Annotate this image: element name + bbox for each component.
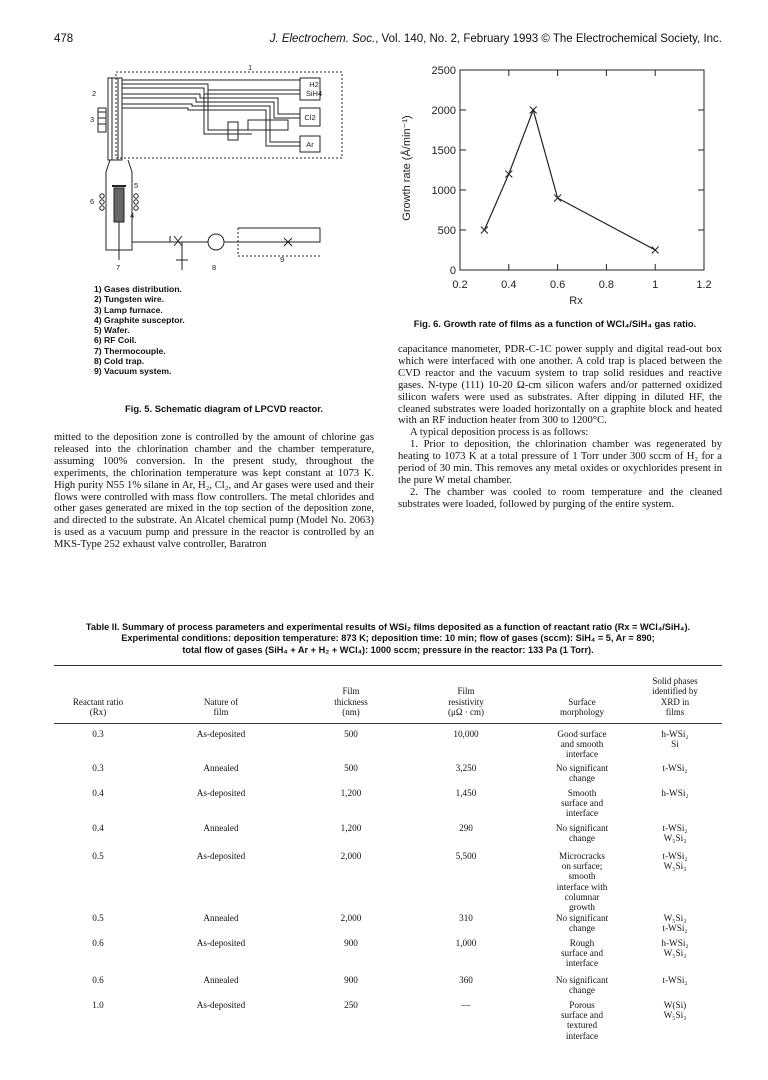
table-cell: No significant change xyxy=(555,975,609,996)
column-header: Reactant ratio (Rx) xyxy=(72,696,124,717)
gas-label-ar: Ar xyxy=(306,140,314,149)
table-cell: Porous surface and textured interface xyxy=(560,1000,604,1041)
callout-3: 3 xyxy=(90,115,95,124)
table-cell: 1,450 xyxy=(455,788,477,798)
graphite-susceptor xyxy=(114,188,124,222)
data-point xyxy=(505,171,512,178)
table-cell: 1,200 xyxy=(340,823,362,833)
x-tick-label: 0.8 xyxy=(598,279,615,291)
column-header: Nature of film xyxy=(203,696,239,717)
paragraph: A typical deposition process is as follows: xyxy=(410,427,589,439)
table-cell: 0.5 xyxy=(92,851,104,861)
table-cell: 10,000 xyxy=(453,729,479,739)
table-cell: 900 xyxy=(344,938,358,948)
gas-label-h2: H2 xyxy=(309,80,319,89)
x-tick-label: 1.2 xyxy=(696,279,712,291)
table-cell: 5,500 xyxy=(455,851,477,861)
table-cell: 900 xyxy=(344,975,358,985)
table-cell: Microcracks on surface; smooth interface with columnar growth xyxy=(556,851,608,913)
callout-4: 4 xyxy=(130,211,135,220)
table-cell: t-WSi₂ xyxy=(662,975,688,985)
table-caption-line: Experimental conditions: deposition temperature: 873 K; deposition time: 10 min; flow of gases (sccm): SiH₄ = 5, Ar = 890; xyxy=(121,633,655,644)
callout-1: 1 xyxy=(248,63,253,72)
growth-rate-series-line xyxy=(484,110,655,250)
table-cell: 1,000 xyxy=(455,938,477,948)
table-header-rule xyxy=(54,723,722,724)
table-cell: Rough surface and interface xyxy=(560,938,604,969)
callout-9: 9 xyxy=(280,255,285,264)
callout-7: 7 xyxy=(116,263,121,272)
table-cell: No significant change xyxy=(555,913,609,934)
x-tick-label: 0.4 xyxy=(501,279,517,291)
table-top-rule xyxy=(54,665,722,666)
cold-trap xyxy=(208,234,224,250)
table-cell: No significant change xyxy=(555,763,609,784)
callout-2: 2 xyxy=(92,89,97,98)
table-cell: 0.6 xyxy=(92,975,104,985)
table-cell: 1.0 xyxy=(92,1000,104,1010)
lpcvd-schematic xyxy=(88,60,358,278)
table-cell: Annealed xyxy=(203,975,239,985)
table-cell: 0.5 xyxy=(92,913,104,923)
callout-6: 6 xyxy=(90,197,95,206)
y-tick-label: 2000 xyxy=(431,105,456,117)
column-header: Surface morphology xyxy=(560,696,604,717)
paragraph: 2. The chamber was cooled to room temperature and the cleaned substrates were loaded, followed by purging of the entire system. xyxy=(398,486,722,510)
table-caption-line: Table II. Summary of process parameters and experimental results of WSi₂ films deposited as a function of reactant ratio (Rx = WCl₄/SiH₄). xyxy=(85,622,691,632)
fig6-caption: Fig. 6. Growth rate of films as a function of WCl₄/SiH₄ gas ratio. xyxy=(413,318,697,329)
table-cell: t-WSi₂ xyxy=(662,763,688,773)
table-cell: 250 xyxy=(344,1000,358,1010)
citation-text: , Vol. 140, No. 2, February 1993 © The Electrochemical Society, Inc. xyxy=(375,33,722,45)
fig5-legend xyxy=(94,284,364,377)
legend-item: 3) Lamp furnace. xyxy=(94,304,163,315)
callout-5: 5 xyxy=(134,181,139,190)
x-tick-label: 0.2 xyxy=(452,279,468,291)
gas-label-sih4: SiH4 xyxy=(305,89,323,98)
journal-name: J. Electrochem. Soc. xyxy=(269,33,376,45)
table-cell: As-deposited xyxy=(196,788,246,798)
table-cell: No significant change xyxy=(555,823,609,844)
table-cell: 1,200 xyxy=(340,788,362,798)
table-cell: h-WSi₂ xyxy=(661,788,689,798)
table-cell: As-deposited xyxy=(196,729,246,739)
table-cell: 0.4 xyxy=(92,823,104,833)
paragraph: capacitance manometer, PDR-C-1C power supply and digital read-out box which were interfaced with one another. A cold trap is placed between the CVD reactor and the vacuum system to trap solid residues and reactive gases. N-type (111) 10-20 Ω-cm silicon wafers and/or patterned oxidized silicon wafers were used as substrates. After dipping in diluted HF, the cleaned substrates were loaded horizontally on a graphite block and heated with an RF induction heater from 300 to 1200°C. xyxy=(398,344,722,427)
table-cell: h-WSi₂ Si xyxy=(661,729,689,750)
table-cell: 2,000 xyxy=(340,851,362,861)
table-cell: 290 xyxy=(459,823,473,833)
table-cell: — xyxy=(461,1000,471,1010)
legend-item: 7) Thermocouple. xyxy=(94,345,166,356)
callout-8: 8 xyxy=(212,263,217,272)
table-cell: 2,000 xyxy=(340,913,362,923)
column-header: Film resistivity (μΩ · cm) xyxy=(448,686,484,717)
table-cell: 360 xyxy=(459,975,473,985)
table-cell: 0.4 xyxy=(92,788,104,798)
page-number: 478 xyxy=(54,33,74,45)
table-cell: t-WSi₂ W₅Si₃ xyxy=(662,823,688,844)
paragraph: mitted to the deposition zone is controlled by the amount of chlorine gas released into the chlorination chamber and the chamber temperature, assuming 100% conversion. In the present study, throughout the experiments, the chlorination temperature was kept constant at 1073 K. High purity N55 1% silane in Ar, H₂, Cl₂, and Ar gases were used and their flows were controlled with mass flow controllers. The metal chlorides and other gases generated are mixed in the top section of the deposition zone, and directed to the substrate. An Alcatel chemical pump (Model No. 2063) is used as a vacuum pump and pressure in the reactor is controlled by an MKS-Type 252 exhaust valve controller, Baratron xyxy=(54,432,374,551)
chlorination-tube xyxy=(108,78,122,160)
plot-frame xyxy=(460,70,704,270)
x-tick-label: 0.6 xyxy=(549,279,566,291)
table-cell: Annealed xyxy=(203,823,239,833)
y-axis-label: Growth rate (Å/min⁻¹) xyxy=(401,115,413,221)
running-header xyxy=(54,33,722,49)
table-cell: 0.6 xyxy=(92,938,104,948)
column-header: Film thickness (nm) xyxy=(334,686,368,717)
table-cell: 3,250 xyxy=(455,763,477,773)
table-cell: 500 xyxy=(344,729,358,739)
y-tick-label: 2500 xyxy=(431,65,456,77)
table-cell: Good surface and smooth interface xyxy=(557,729,607,760)
y-tick-label: 1000 xyxy=(431,185,456,197)
legend-item: 2) Tungsten wire. xyxy=(94,294,165,305)
table-cell: 0.3 xyxy=(92,729,104,739)
legend-item: 8) Cold trap. xyxy=(94,356,145,367)
gas-label-cl2: Cl2 xyxy=(304,113,316,122)
legend-item: 4) Graphite susceptor. xyxy=(94,314,185,325)
y-tick-label: 500 xyxy=(437,225,456,237)
table-cell: t-WSi₂ W₅Si₃ xyxy=(662,851,688,872)
table-cell: W₅Si₃ t-WSi₂ xyxy=(662,913,688,934)
legend-item: 9) Vacuum system. xyxy=(94,366,172,377)
x-axis-label: Rx xyxy=(569,295,583,307)
paragraph: 1. Prior to deposition, the chlorination chamber was regenerated by heating to 1073 K at a total pressure of 1 Torr under 300 sccm of H₂ for a period of 30 min. This removes any metal oxides or oxychlorides present in the pure W metal chamber. xyxy=(398,439,722,486)
data-point xyxy=(481,227,488,234)
journal-citation xyxy=(270,33,722,45)
left-column-text xyxy=(54,432,374,551)
table-cell: As-deposited xyxy=(196,938,246,948)
table-cell: 0.3 xyxy=(92,763,104,773)
x-tick-label: 1 xyxy=(652,279,659,291)
legend-item: 6) RF Coil. xyxy=(94,335,137,346)
legend-item: 1) Gases distribution. xyxy=(94,284,182,294)
table-caption xyxy=(54,622,722,656)
column-header: Solid phases identified by XRD in films xyxy=(652,676,698,717)
table-cell: W(Si) W₅Si₃ xyxy=(663,1000,687,1021)
fig5-caption: Fig. 5. Schematic diagram of LPCVD reactor. xyxy=(125,403,323,414)
data-point xyxy=(530,107,537,114)
table-cell: Annealed xyxy=(203,763,239,773)
table-caption-line: total flow of gases (SiH₄ + Ar + H₂ + WCl₄): 1000 sccm; pressure in the reactor: 133 Pa (1 Torr). xyxy=(182,644,594,655)
table-cell: 500 xyxy=(344,763,358,773)
y-tick-label: 1500 xyxy=(431,145,456,157)
table-cell: Smooth surface and interface xyxy=(560,788,604,819)
table-cell: Annealed xyxy=(203,913,239,923)
y-tick-label: 0 xyxy=(449,265,456,277)
right-column-text xyxy=(398,344,722,511)
data-point xyxy=(652,247,659,254)
growth-rate-chart xyxy=(388,58,718,308)
legend-item: 5) Wafer. xyxy=(94,325,130,336)
table-cell: As-deposited xyxy=(196,851,246,861)
table-cell: As-deposited xyxy=(196,1000,246,1010)
table-cell: h-WSi₂ W₅Si₃ xyxy=(661,938,689,959)
data-point xyxy=(554,195,561,202)
table-cell: 310 xyxy=(459,913,473,923)
